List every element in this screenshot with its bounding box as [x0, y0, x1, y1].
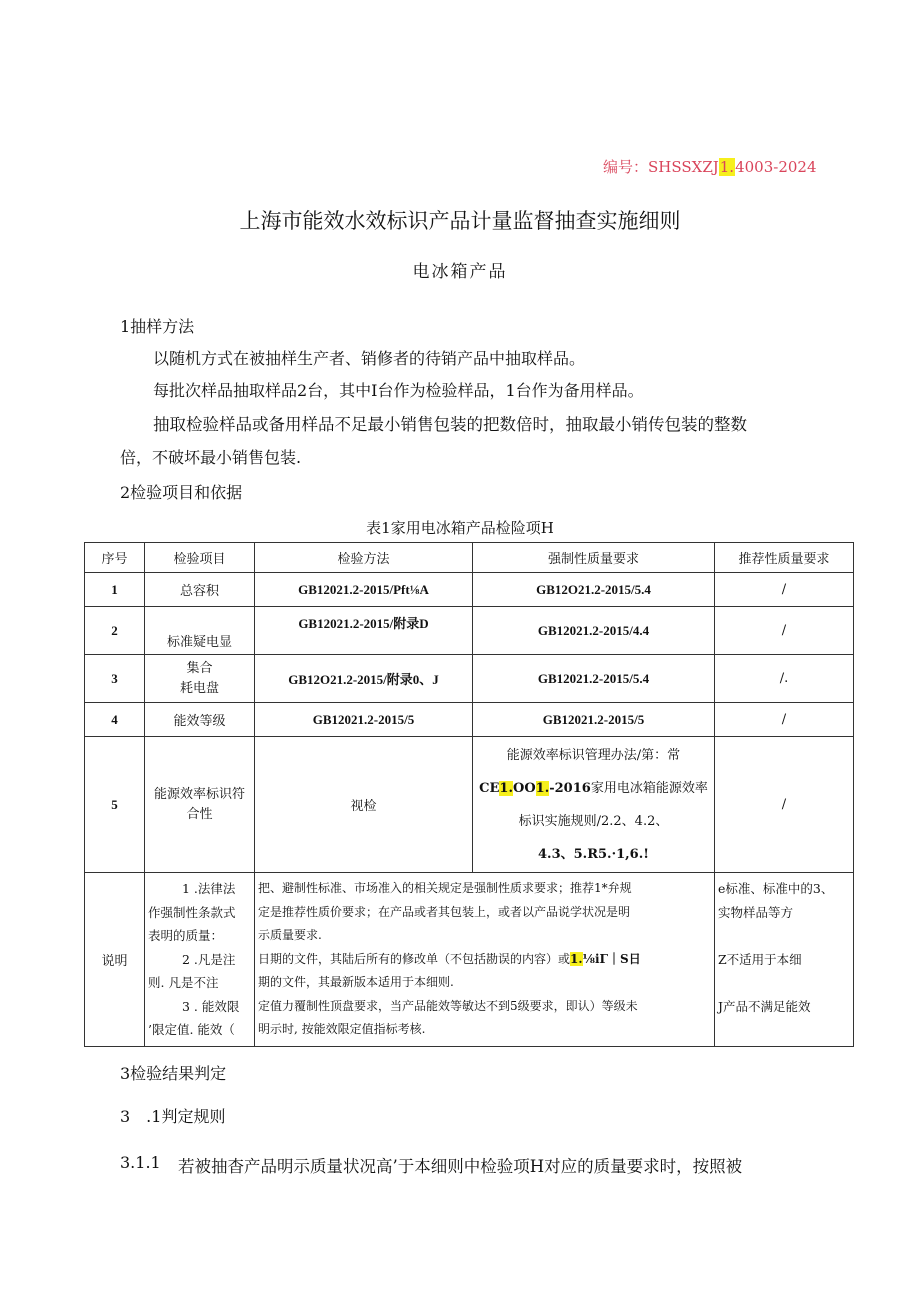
note-mid-line: 把、避制性标准、市场准入的相关规定是强制性质求要求；推荐1*弁规 [258, 881, 632, 895]
note-mid-line: 明示时, 按能效限定值指标考核. [258, 1022, 426, 1036]
row-no: 1 [85, 573, 145, 607]
row-recommended: /. [715, 655, 854, 703]
row-mandatory: GB12021.2-2015/5.4 [473, 655, 715, 703]
section-1-para-3-cont: 倍，不破坏最小销售包装. [120, 448, 302, 467]
note-mid-line: 定值力覆制性顶盘要求，当产品能效等敏达不到5级要求，即认）等级未 [258, 998, 638, 1013]
table-row [85, 607, 854, 655]
page-title: 上海市能效水效标识产品计量监督抽查实施细则 [239, 209, 681, 233]
note-left-line: 则. 凡是不注 [148, 975, 219, 990]
row-no: 2 [85, 607, 145, 655]
note-mid-highlight: 1. [570, 951, 583, 966]
code-highlight: 1. [719, 158, 735, 176]
note-left-line: 表明的质量： [148, 928, 224, 943]
row-mandatory: GB12021.2-2015/5 [473, 703, 715, 737]
note-row [85, 873, 854, 1047]
note-left-line: ’限定值. 能效（ [148, 1022, 235, 1037]
note-mid-line: 期的文件，其最新版本适用于本细则. [258, 975, 454, 989]
note-mid-line [258, 948, 711, 972]
clause-3-1-1: 若被抽杳产品明示质量状况高’于本细则中检验项H对应的质量要求时，按照被 [178, 1157, 743, 1176]
note-right-line: e标准、标准中的3、 [718, 881, 834, 896]
section-1-para-1: 以随机方式在被抽样生产者、销修者的待销产品中抽取样品。 [153, 349, 586, 368]
note-right-line: J产品不满足能效 [718, 998, 811, 1014]
note-right-line [718, 971, 850, 995]
row-mandatory: GB12O21.2-2015/5.4 [473, 573, 715, 607]
mandatory-line-2 [477, 772, 710, 805]
table-caption: 表1家用电冰箱产品检险项H [366, 519, 554, 537]
mand-part: CE [479, 780, 500, 796]
note-label: 说明 [85, 873, 145, 1047]
note-mid-part: 日期的文件，其陆后所有的修改单（不包括勘误的内容）或 [258, 951, 571, 966]
mand-highlight: 1. [535, 780, 550, 796]
note-right-line: 实物样品等方 [718, 904, 794, 920]
note-left-line: 2 .凡是注 [182, 951, 236, 967]
row-method: GB12O21.2-2015/附录0、J [255, 655, 473, 703]
mand-part: OO [513, 780, 536, 796]
table-row [85, 655, 854, 703]
mand-part: 家用电冰箱能源效率 [590, 780, 708, 796]
row-method: GB12021.2-2015/5 [255, 703, 473, 737]
row-item: 总容积 [145, 573, 255, 607]
row-recommended: / [715, 607, 854, 655]
row-method: 视检 [255, 737, 473, 873]
document-code [603, 156, 817, 177]
row-item-line-2: 耗电盘 [179, 680, 219, 696]
mand-part: -2016 [549, 780, 591, 796]
note-mid-line: 定是推荐性质价要求；在产品或者其包装上，或者以产品说学状况是明 [258, 904, 631, 919]
row-mandatory [473, 737, 715, 873]
page-subtitle: 电冰箱产品 [412, 262, 508, 282]
row-recommended: / [715, 703, 854, 737]
row-method: GB12021.2-2015/附录D [255, 607, 473, 655]
inspection-table [84, 542, 854, 1047]
row-recommended: / [715, 737, 854, 873]
header-recommended: 推荐性质量要求 [715, 543, 854, 573]
section-1-heading: 1抽样方法 [120, 317, 195, 336]
row-mandatory: GB12021.2-2015/4.4 [473, 607, 715, 655]
header-mandatory: 强制性质量要求 [473, 543, 715, 573]
row-item [145, 655, 255, 703]
note-mid-part: ⅛iΓ｜S日 [582, 951, 641, 966]
section-2-heading: 2检验项目和依据 [120, 483, 243, 502]
mandatory-line-3: 标识实施规则/2.2、4.2、 [518, 813, 669, 829]
row-method: GB12021.2-2015/Pft⅛A [255, 573, 473, 607]
row-no: 4 [85, 703, 145, 737]
row-item-line-1: 集合 [186, 660, 213, 676]
row-item-line-1: 能源效率标识符 [153, 786, 245, 802]
section-3-1-heading: 3 .1判定规则 [120, 1107, 226, 1126]
header-method: 检验方法 [255, 543, 473, 573]
row-no: 5 [85, 737, 145, 873]
table-row [85, 573, 854, 607]
mandatory-line-4: 4.3、5.R5.·1,6.! [538, 846, 649, 862]
note-mid-line: 示质量要求. [258, 928, 322, 942]
clause-number: 3.1.1 [120, 1153, 161, 1172]
note-right [715, 873, 854, 1047]
row-no: 3 [85, 655, 145, 703]
section-3-heading: 3检验结果判定 [120, 1064, 227, 1083]
row-item: 能效等级 [145, 703, 255, 737]
note-right-line [718, 924, 850, 948]
note-left-line: 作强制性条款式 [148, 904, 236, 920]
note-middle [255, 873, 715, 1047]
row-item-line-2: 合性 [186, 806, 213, 822]
mandatory-line-1: 能源效率标识管理办法/第：常 [506, 747, 681, 763]
note-left-line: 1 .法律法 [182, 881, 236, 896]
table-header-row [85, 543, 854, 573]
section-1-para-2: 每批次样品抽取样品2台，其中I台作为检验样品，1台作为备用样品。 [153, 381, 644, 400]
row-item: 标准疑电显 [145, 607, 255, 655]
header-item: 检验项目 [145, 543, 255, 573]
table-row [85, 737, 854, 873]
header-no: 序号 [85, 543, 145, 573]
note-right-line: Z不适用于本细 [718, 951, 802, 967]
mand-highlight: 1. [499, 780, 513, 796]
section-1-para-3: 抽取检验样品或备用样品不足最小销售包装的把数倍时，抽取最小销传包装的整数 [153, 415, 747, 434]
note-left-line: 3 . 能效限 [182, 998, 240, 1014]
code-prefix: 编号：SHSSXZJ [603, 158, 719, 176]
table-row [85, 703, 854, 737]
row-recommended: / [715, 573, 854, 607]
row-item [145, 737, 255, 873]
code-suffix: 4003-2024 [735, 158, 817, 176]
note-left [145, 873, 255, 1047]
